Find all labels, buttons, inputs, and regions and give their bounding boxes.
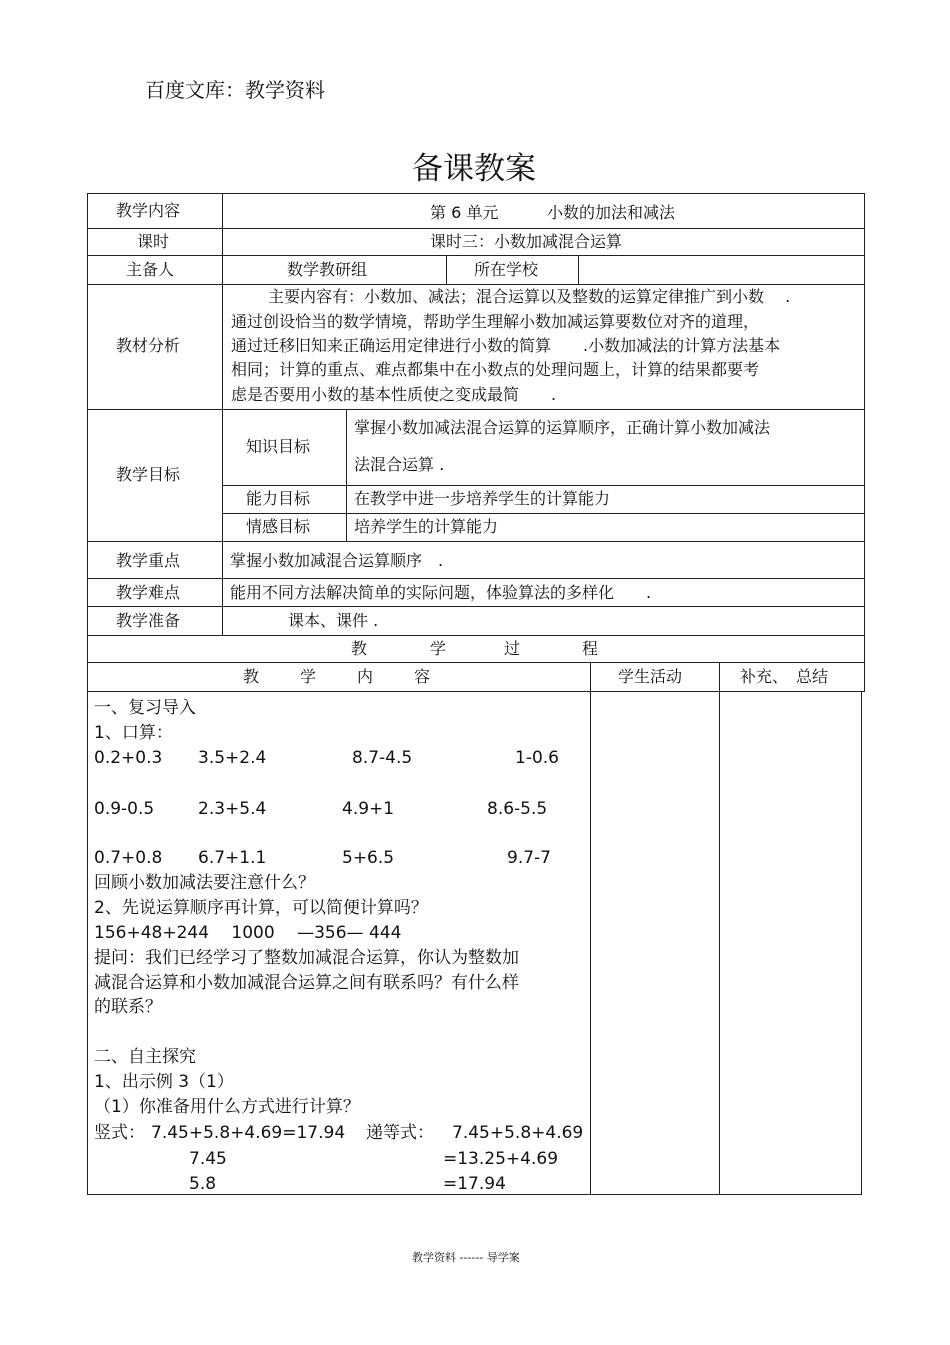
prep-value: 课本、课件 . [288, 611, 379, 630]
col-supplement: 补充、 总结 [740, 667, 829, 686]
focus-value: 掌握小数加减混合运算顺序 . [230, 551, 444, 570]
prep-label: 教学准备 [116, 611, 181, 630]
calc-item: 7.45+5.8+4.69=17.94 [151, 1123, 346, 1143]
calc-item: 3.5+2.4 [198, 748, 267, 768]
calc-item: 0.2+0.3 [94, 748, 163, 768]
paragraph: 回顾小数加减法要注意什么？ [94, 873, 315, 893]
unit-topic: 小数的加法和减法 [547, 203, 676, 222]
list-item: 1、口算： [94, 723, 173, 743]
calc-label: 递等式： [366, 1123, 434, 1143]
calc-item: 9.7-7 [507, 848, 551, 868]
analysis-line: 相同；计算的重点、难点都集中在小数点的处理问题上，计算的结果都要考 [231, 360, 760, 379]
content-label: 教学内容 [116, 201, 181, 220]
calc-item: =17.94 [443, 1174, 506, 1194]
paragraph: （1）你准备用什么方式进行计算？ [94, 1097, 360, 1117]
paragraph: 156+48+244 1000 —356— 444 [94, 923, 402, 943]
section-heading: 一、复习导入 [94, 698, 196, 718]
emotion-label: 情感目标 [246, 517, 311, 536]
analysis-line: 通过迁移旧知来正确运用定律进行小数的简算 .小数加减法的计算方法基本 [231, 336, 781, 355]
analysis-label: 教材分析 [116, 336, 181, 355]
ability-value: 在教学中进一步培养学生的计算能力 [354, 489, 611, 508]
process-title-char: 过 [504, 639, 521, 658]
focus-label: 教学重点 [116, 551, 181, 570]
preparer-value: 数学教研组 [287, 260, 368, 279]
calc-item: =13.25+4.69 [443, 1149, 559, 1169]
knowledge-line: 法混合运算 . [354, 455, 445, 474]
difficulty-label: 教学难点 [116, 583, 181, 602]
calc-item: 7.45+5.8+4.69 [452, 1123, 584, 1143]
calc-item: 1-0.6 [515, 748, 559, 768]
analysis-line: 主要内容有：小数加、减法；混合运算以及整数的运算定律推广到小数 . [268, 287, 791, 306]
col-content-char: 教 [243, 667, 260, 686]
school-label: 所在学校 [474, 260, 539, 279]
calc-item: 0.9-0.5 [94, 799, 155, 819]
goals-label: 教学目标 [116, 465, 181, 484]
col-content-char: 容 [414, 667, 431, 686]
ability-label: 能力目标 [246, 489, 311, 508]
lesson-label: 课时 [137, 232, 170, 251]
calc-item: 5+6.5 [342, 848, 395, 868]
unit-number: 第 6 单元 [430, 203, 499, 222]
header-label: 百度文库：教学资料 [145, 78, 325, 102]
calc-item: 4.9+1 [342, 799, 395, 819]
col-content-char: 学 [300, 667, 317, 686]
analysis-line: 虑是否要用小数的基本性质使之变成最简 . [231, 385, 557, 404]
preparer-label: 主备人 [126, 260, 175, 279]
paragraph: 的联系？ [94, 997, 162, 1017]
calc-item: 8.6-5.5 [487, 799, 548, 819]
calc-item: 2.3+5.4 [198, 799, 267, 819]
list-item: 2、先说运算顺序再计算，可以简便计算吗？ [94, 898, 428, 918]
calc-item: 0.7+0.8 [94, 848, 163, 868]
col-student-activity: 学生活动 [618, 667, 683, 686]
calc-item: 8.7-4.5 [352, 748, 413, 768]
paragraph: 提问：我们已经学习了整数加减混合运算，你认为整数加 [94, 948, 519, 968]
analysis-line: 通过创设恰当的数学情境，帮助学生理解小数加减运算要数位对齐的道理， [231, 312, 760, 331]
knowledge-line: 掌握小数加减法混合运算的运算顺序，正确计算小数加减法 [354, 418, 771, 437]
page-footer: 教学资料 ------ 导学案 [412, 1251, 520, 1264]
col-content-char: 内 [357, 667, 374, 686]
calc-item: 5.8 [189, 1174, 217, 1194]
paragraph: 减混合运算和小数加减混合运算之间有联系吗？有什么样 [94, 973, 519, 993]
calc-item: 6.7+1.1 [198, 848, 267, 868]
calc-label: 竖式： [94, 1123, 145, 1143]
page-title: 备课教案 [412, 151, 536, 187]
list-item: 1、出示例 3（1） [94, 1072, 234, 1092]
knowledge-label: 知识目标 [246, 437, 311, 456]
section-heading: 二、自主探究 [94, 1047, 196, 1067]
difficulty-value: 能用不同方法解决简单的实际问题，体验算法的多样化 . [230, 583, 652, 602]
calc-item: 7.45 [189, 1149, 227, 1169]
process-title-char: 程 [582, 639, 599, 658]
process-title-char: 学 [430, 639, 447, 658]
lesson-value: 课时三：小数加减混合运算 [430, 232, 623, 251]
emotion-value: 培养学生的计算能力 [354, 517, 499, 536]
process-title-char: 教 [351, 639, 368, 658]
